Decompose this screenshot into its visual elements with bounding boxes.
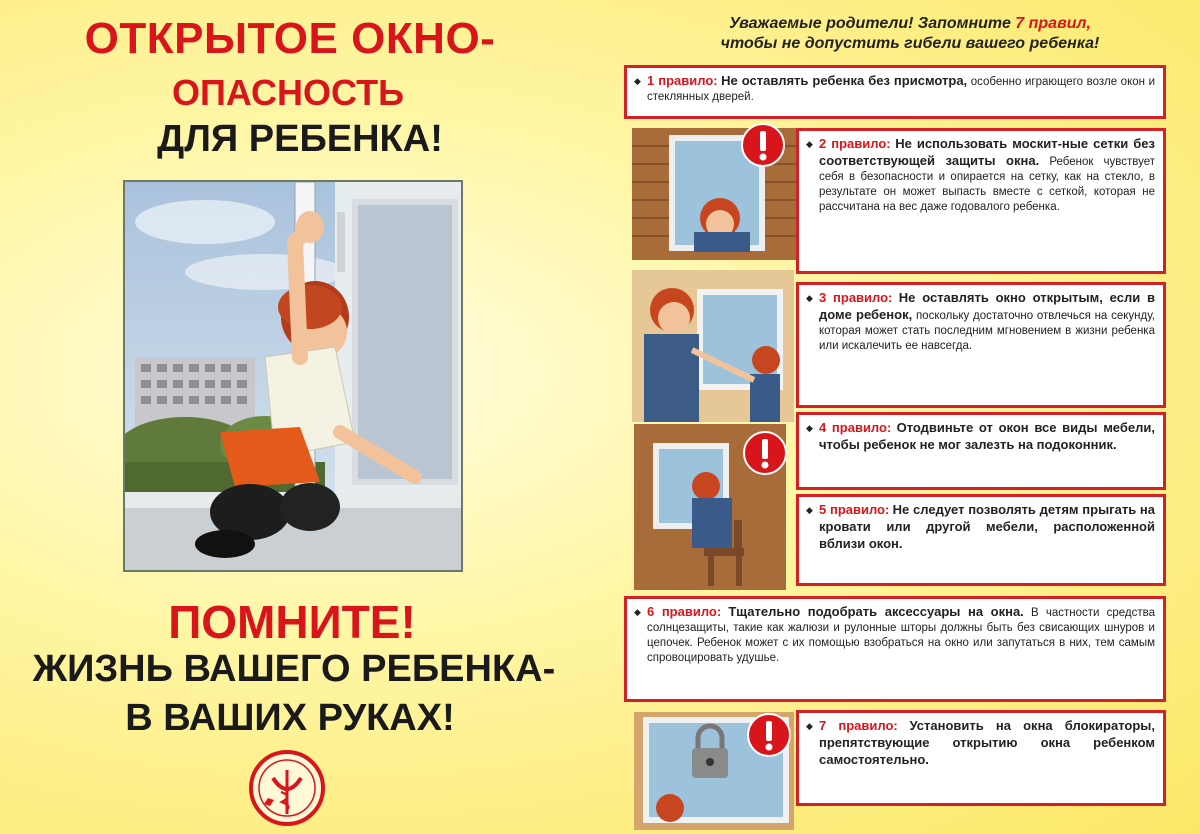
child-at-window-illustration (123, 180, 463, 572)
right-panel (600, 0, 1200, 834)
rule-6: ◆ 6 правило: Тщательно подобрать аксессуары на окна. В частности средства солнцезащиты, такие как жалюзи и рулонные шторы должны быть без свисающих шнуров и цепочек. Ребенок может с их помощью взобраться на окно или запутаться в них, тем самым спровоцировать удушье. (624, 596, 1166, 702)
rule-3: ◆ 3 правило: Не оставлять окно открытым, если в доме ребенок, поскольку достаточно отвлечься на секунду, которая может стать последним мгновением в жизни ребенка или искалечить ее навсегда. (796, 282, 1166, 408)
title-line-3: ДЛЯ РЕБЕНКА! (157, 118, 443, 160)
rule-7: ◆ 7 правило: Установить на окна блокираторы, препятствующие открытию окна ребенком самостоятельно. (796, 710, 1166, 806)
header-line-1: Уважаемые родители! Запомните (729, 15, 1016, 32)
parents-header (630, 14, 1190, 54)
medical-logo-icon (246, 748, 328, 828)
rule-5: ◆ 5 правило: Не следует позволять детям прыгать на кровати или другой мебели, расположенной вблизи окон. (796, 494, 1166, 586)
rule-2: ◆ 2 правило: Не использовать москит-ные сетки без соответствующей защиты окна. Ребенок чувствует себя в безопасности и опирается на сетку, как на стекло, в результате он может выпасть вместе с сеткой, которая не рассчитана на вес даже годовалого ребенка. (796, 128, 1166, 274)
header-rule-count: 7 правил, (1015, 15, 1091, 32)
title-line-1: ОТКРЫТОЕ ОКНО- (84, 14, 496, 63)
warning-icon (740, 122, 786, 168)
life-line-2: В ВАШИХ РУКАХ! (125, 697, 455, 739)
open-window-adult-illustration (632, 270, 794, 422)
remember-heading: ПОМНИТЕ! (168, 596, 416, 648)
warning-icon (742, 430, 788, 476)
rule-4: ◆ 4 правило: Отодвиньте от окон все виды мебели, чтобы ребенок не мог залезть на подоконник. (796, 412, 1166, 490)
rule-1: ◆ 1 правило: Не оставлять ребенка без присмотра, особенно играющего возле окон и стеклянных дверей. (624, 65, 1166, 119)
title-line-2: ОПАСНОСТЬ (172, 72, 404, 113)
warning-icon (746, 712, 792, 758)
life-line-1: ЖИЗНЬ ВАШЕГО РЕБЕНКА- (32, 648, 556, 690)
header-line-2: чтобы не допустить гибели вашего ребенка! (720, 35, 1100, 52)
